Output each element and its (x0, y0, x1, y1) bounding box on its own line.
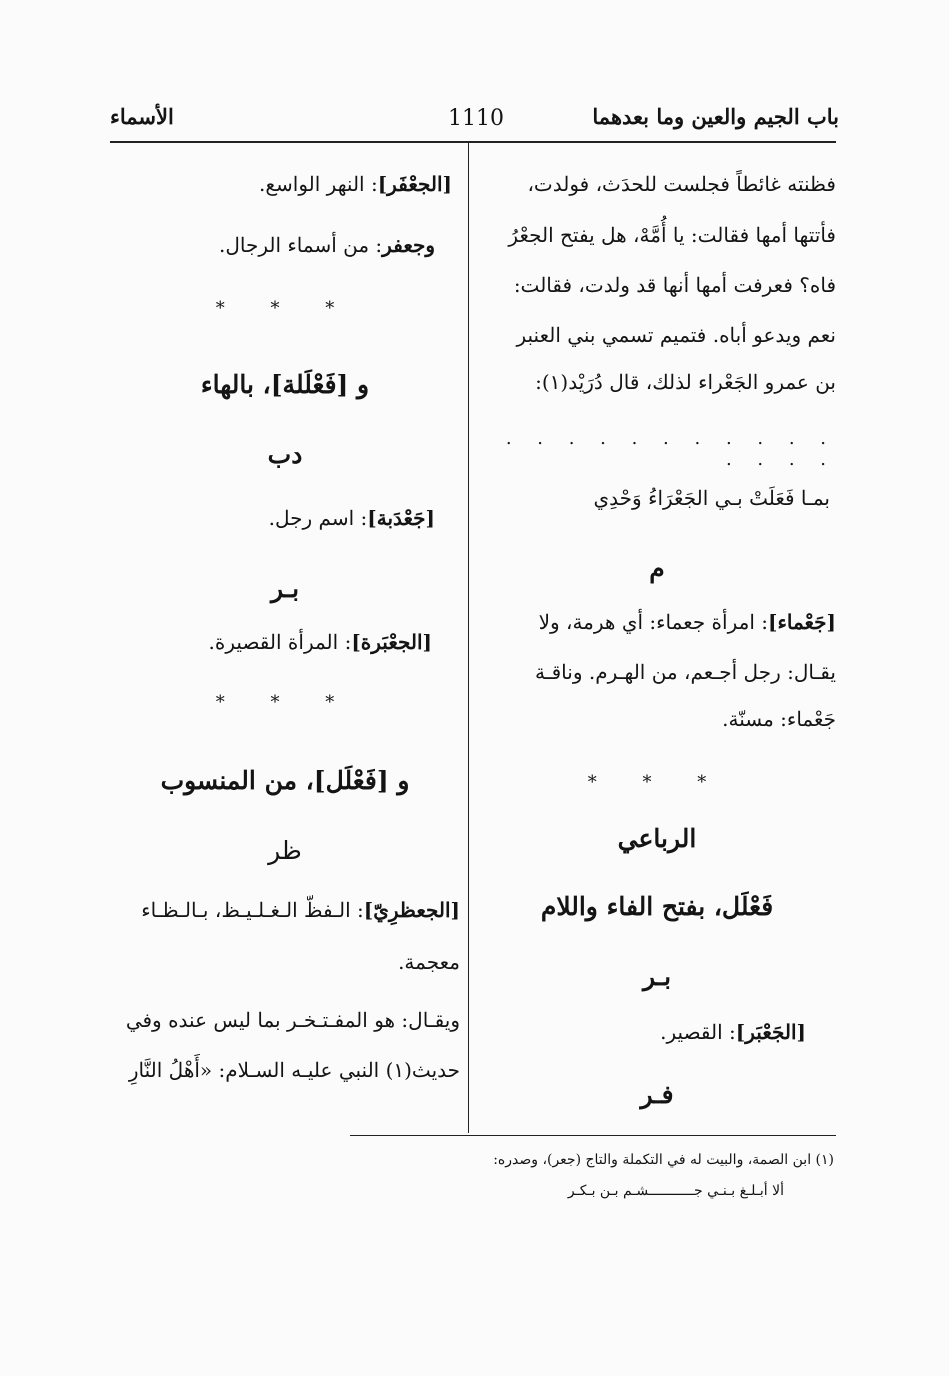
entry-jabara (209, 630, 432, 654)
text-line: فأتتها أمها فقالت: يا أُمَّهْ، هل يفتح الجعْرُ (508, 223, 836, 247)
text-line: فظنته غائطاً فجلست للحدَث، فولدت، (527, 172, 836, 196)
text-line: ويقـال: هو المفـتـخـر بما ليس عنده وفي (125, 1008, 460, 1032)
left-column (110, 150, 460, 1130)
pattern-heading: و [فَعْلَلة]، بالهاء (200, 370, 370, 399)
footnote-verse: ألا أبـلـغ بـنـي جـــــــــــشـم بـن بـكـر (567, 1183, 784, 1199)
root-heading: فـر (640, 1080, 674, 1109)
entry-term: وجعفر (382, 233, 435, 257)
entry-definition: : المرأة القصيرة. (208, 630, 352, 654)
column-divider (468, 143, 469, 1133)
entry-jafar (259, 172, 452, 196)
section-title: الأسماء (110, 104, 174, 129)
header-rule (110, 141, 836, 143)
entry-jama (539, 610, 836, 634)
entry-term: [الجعظرِيّ] (363, 898, 460, 922)
pattern-heading: و [فَعْلَل]، من المنسوب (160, 766, 410, 795)
text-line: فاه؟ فعرفت أمها أنها قد ولدت، فقالت: (513, 273, 836, 297)
verse-line: بمـا فَعَلَتْ بـي الجَعْرَاءُ وَحْدِي (593, 486, 830, 510)
entry-jabar (660, 1020, 806, 1044)
entry-definition: : امرأة جعماء: أي هرمة، ولا (538, 610, 768, 634)
root-heading: بـر (270, 574, 300, 603)
section-separator: * * * (215, 692, 355, 713)
entry-term: [جَعْدَبة] (367, 506, 435, 530)
entry-definition: : النهر الواسع. (259, 172, 378, 196)
entry-definition: : من أسماء الرجال. (219, 233, 383, 257)
footnote-line: (١) ابن الصمة، والبيت له في التكملة والتاج (جعر)، وصدره: (493, 1152, 834, 1168)
root-heading: ظر (268, 836, 302, 865)
text-line: بن عمرو الجَعْراء لذلك، قال دُرَيْد(١): (535, 370, 836, 394)
pattern-heading: فَعْلَل، بفتح الفاء واللام (540, 892, 774, 921)
page-number: 1110 (448, 106, 504, 131)
text-line: نعم ويدعو أباه. فتميم تسمي بني العنبر (516, 323, 836, 347)
section-separator: * * * (215, 298, 355, 319)
entry-jadaba (269, 506, 435, 530)
root-heading: دب (267, 440, 303, 469)
entry-definition: : القصير. (660, 1020, 736, 1044)
section-separator: * * * (587, 772, 727, 793)
section-heading: الرباعي (617, 824, 697, 853)
chapter-title: باب الجيم والعين وما بعدهما (592, 104, 839, 129)
root-heading: م (649, 554, 665, 583)
text-line: يقـال: رجل أجـعم، من الهـرم. وناقـة (535, 660, 836, 684)
entry-jafar-name (219, 233, 435, 257)
entry-term: [جَعْماء] (768, 610, 836, 634)
text-line: جَعْماء: مسنّة. (722, 707, 836, 731)
text-line: حديث(١) النبي عليـه السـلام: «أَهْلُ النَّارِ (128, 1058, 460, 1082)
entry-definition: : اسم رجل. (268, 506, 368, 530)
entry-term: [الجَعْبَر] (735, 1020, 806, 1044)
footnote-rule (350, 1135, 836, 1136)
entry-definition: : الـفظّ الـغـلـيـظ، بـالـظـاء (141, 898, 364, 922)
root-heading: بـر (642, 962, 672, 991)
text-line: معجمة. (398, 950, 460, 974)
entry-term: [الجعْبَرة] (351, 630, 432, 654)
entry-jazari (141, 898, 460, 922)
ellipsis-line: . . . . . . . . . . . . . . . (505, 428, 836, 470)
right-column (478, 150, 836, 1130)
entry-term: [الجعْفَر] (377, 172, 452, 196)
